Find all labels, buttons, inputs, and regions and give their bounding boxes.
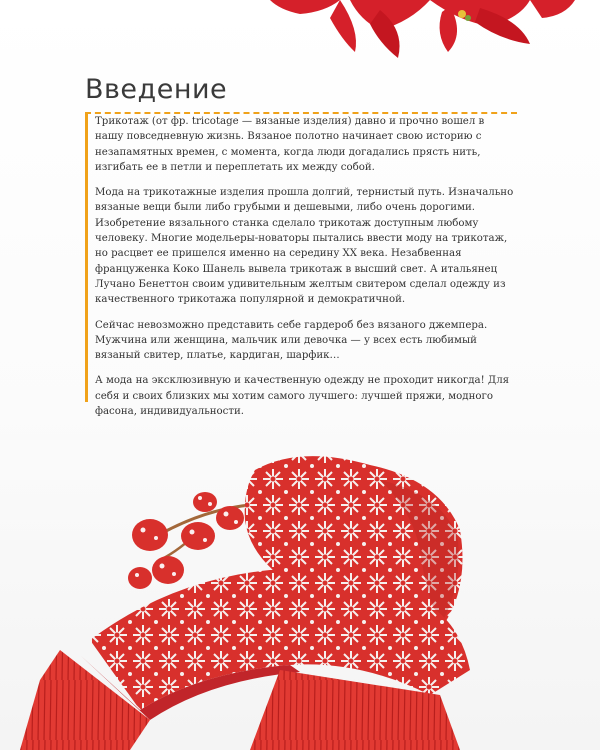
paragraph: Трикотаж (от фр. tricotage — вязаные изделия) давно и прочно вошел в нашу повседневную жизнь. Вязаное полотно начинает свою историю с незапамятных времен, с момента, когда люди догадались прясть нить, изгибать ее в петли и переплетать их между собой. (95, 116, 485, 173)
paragraph: Сейчас невозможно представить себе гардероб без вязаного джемпера. Мужчина или женщина, мальчик или девочка — у всех есть любимый вязаный свитер, платье, кардиган, шарфик… (95, 319, 488, 362)
page-title: Введение (85, 74, 228, 105)
poinsettia-decoration (230, 0, 590, 70)
intro-text (95, 114, 515, 429)
toadstool-decoration (128, 492, 250, 589)
accent-vertical-bar (85, 114, 88, 402)
scarf-photo (0, 440, 600, 750)
paragraph: Мода на трикотажные изделия прошла долгий, тернистый путь. Изначально вязаные вещи были либо грубыми и дешевыми, либо очень дорогими. Изобретение вязального станка сделало трикотаж доступным любому человеку. Многие модельеры-новаторы пытались ввести моду на трикотаж, но расцвет ее пришелся именно на середину XX века. Незабвенная француженка Коко Шанель вывела трикотаж в высший свет. А итальянец Лучано Бенеттон своим удивительным желтым свитером сделал одежду из качественного трикотажа популярной и демократичной. (95, 187, 514, 306)
paragraph: А мода на эксклюзивную и качественную одежду не проходит никогда! Для себя и своих близких мы хотим самого лучшего: лучшей пряжи, модного фасона, индивидуальности. (95, 375, 510, 418)
